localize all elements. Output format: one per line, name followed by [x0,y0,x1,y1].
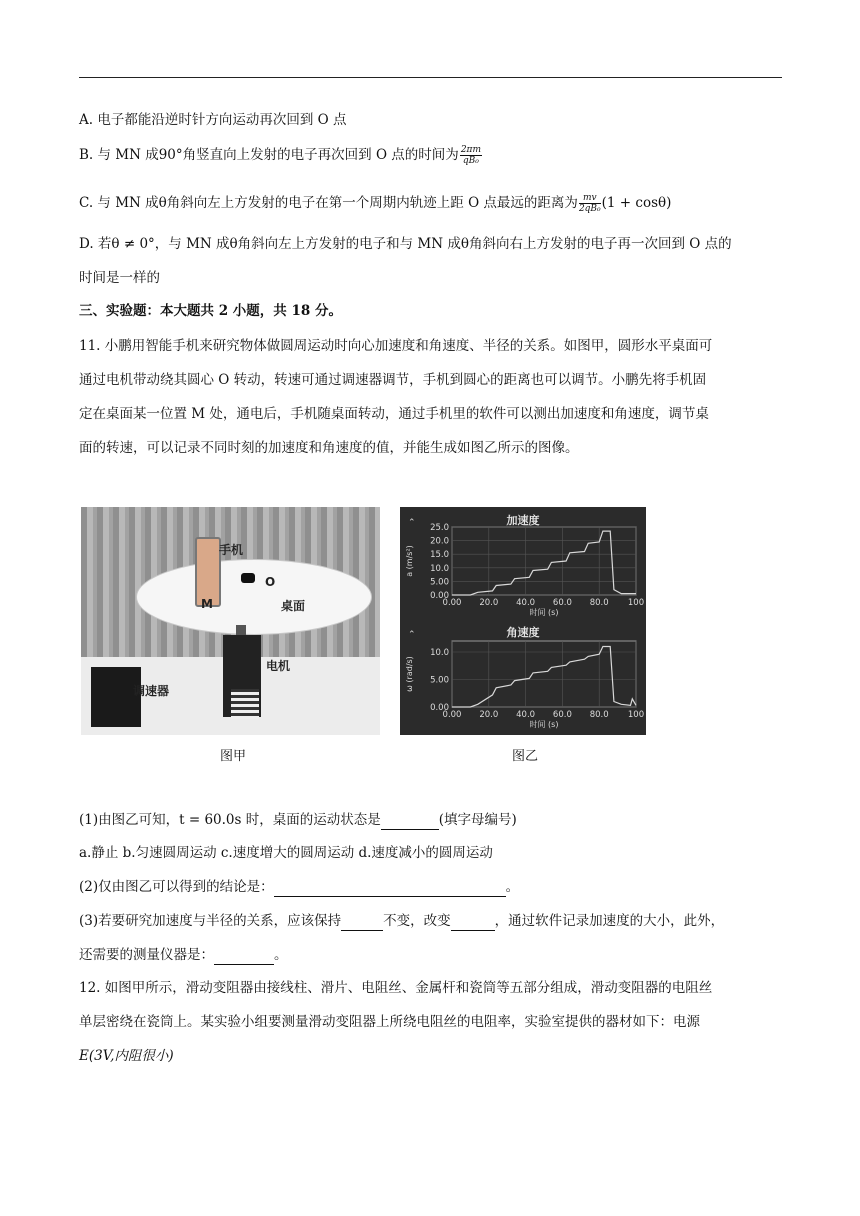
y-tick-label: 5.00 [430,675,449,686]
q11-sub2-end: 。 [505,879,520,895]
y-tick-label: 0.00 [430,703,449,713]
x-tick-label: 60.0 [552,710,572,720]
y-tick-label: 20.0 [430,536,449,547]
q11-line3: 定在桌面某一位置 M 处，通电后，手机随桌面转动，通过手机里的软件可以测出加速度和角速度，调节桌 [79,406,709,422]
y-tick-label: 10.0 [430,563,449,574]
y-axis-label: ω (rad/s) [405,656,414,692]
label-regulator: 调速器 [133,684,170,698]
q12-line3: E(3V,内阻很小) [79,1048,174,1064]
answer-blank-1[interactable] [381,815,439,830]
q11-sub3-end: 。 [274,947,288,963]
q11-sub1-hint: (填字母编号) [438,812,517,828]
chevron-icon: ⌃ [408,630,416,640]
chart-acceleration [405,513,644,617]
q11-sub1-text: (1)由图乙可知，t = 60.0s 时，桌面的运动状态是 [79,812,381,828]
q11-sub1-options: a.静止 b.匀速圆周运动 c.速度增大的圆周运动 d.速度减小的圆周运动 [79,845,493,861]
option-c [79,193,671,214]
answer-blank-2[interactable] [274,882,506,897]
q11-sub1 [79,810,517,830]
y-tick-label: 0.00 [430,591,449,601]
option-b-fraction [460,145,482,166]
x-tick-label: 20.0 [479,710,499,720]
round-table-top [136,559,372,635]
label-phone: 手机 [219,543,244,557]
plot-frame [452,641,636,707]
option-d-line1: D. 若θ ≠ 0°，与 MN 成θ角斜向左上方发射的电子和与 MN 成θ角斜向右上方发射的电子再一次回到 O 点的 [79,236,732,252]
q11-sub3-text-d: 还需要的测量仪器是： [79,947,214,963]
option-c-fraction [579,193,601,214]
charts-svg [400,507,646,735]
option-d-line2: 时间是一样的 [79,270,160,286]
label-center-o: O [265,575,276,589]
q11-sub2 [79,877,519,897]
y-axis-label: a (m/s²) [405,545,414,577]
plot-frame [452,527,636,595]
option-b [79,145,483,166]
chart-title: 角速度 [506,626,540,639]
x-tick-label: 100 [627,598,645,608]
answer-blank-3b[interactable] [451,916,495,931]
q11-sub3-text-a: (3)若要研究加速度与半径的关系，应该保持 [79,913,342,929]
x-tick-label: 40.0 [516,598,536,608]
chart-title: 加速度 [506,514,540,527]
x-tick-label: 0.00 [442,710,462,720]
x-tick-label: 20.0 [479,598,499,608]
x-tick-label: 80.0 [589,710,609,720]
x-tick-label: 100 [627,710,645,720]
option-b-denominator: qB₀ [462,156,479,166]
motor-base [231,689,259,719]
header-rule [79,77,782,78]
q12-line2: 单层密绕在瓷筒上。某实验小组要测量滑动变阻器上所绕电阻丝的电阻率，实验室提供的器材如下：电源 [79,1014,700,1030]
y-tick-label: 10.0 [430,648,449,658]
label-point-m: M [201,597,213,611]
y-tick-label: 15.0 [430,550,449,561]
center-knob [241,573,255,583]
q11-line1: 11. 小鹏用智能手机来研究物体做圆周运动时向心加速度和角速度、半径的关系。如图甲，圆形水平桌面可 [79,338,713,354]
series-line [452,647,636,708]
q11-line2: 通过电机带动绕其圆心 O 转动，转速可通过调速器调节，手机到圆心的距离也可以调节。小鹏先将手机固 [79,372,707,388]
answer-blank-3a[interactable] [341,916,383,931]
q11-line4: 面的转速，可以记录不同时刻的加速度和角速度的值，并能生成如图乙所示的图像。 [79,440,579,456]
y-tick-label: 25.0 [430,523,449,533]
x-tick-label: 40.0 [516,710,536,720]
q11-sub3-line2 [79,945,288,965]
section-heading: 三、实验题：本大题共 2 小题，共 18 分。 [79,303,342,319]
q11-sub2-text: (2)仅由图乙可以得到的结论是： [79,879,274,895]
option-c-text: C. 与 MN 成θ角斜向左上方发射的电子在第一个周期内轨迹上距 O 点最远的距离为 [79,195,578,211]
q11-sub3-text-c: ，通过软件记录加速度的大小，此外， [494,913,725,929]
x-tick-label: 80.0 [589,598,609,608]
x-axis-label: 时间 (s) [529,608,559,617]
q11-sub3-text-b: 不变，改变 [383,913,451,929]
chart-angular-velocity [405,625,644,729]
option-a: A. 电子都能沿逆时针方向运动再次回到 O 点 [79,112,347,128]
y-tick-label: 5.00 [430,577,449,588]
q12-line1: 12. 如图甲所示，滑动变阻器由接线柱、滑片、电阻丝、金属杆和瓷筒等五部分组成，滑动变阻器的电阻丝 [79,980,713,996]
figure-yi-charts [400,507,646,735]
answer-blank-3c[interactable] [214,950,274,965]
caption-figure-yi: 图乙 [512,749,539,764]
option-c-denominator: 2qB₀ [578,204,601,214]
x-tick-label: 0.00 [442,598,462,608]
option-c-tail: (1 + cosθ) [601,195,672,211]
label-table: 桌面 [281,599,306,613]
figure-jia-photo [81,507,380,735]
option-c-numerator: mv [579,193,601,204]
x-axis-label: 时间 (s) [529,720,559,729]
option-b-numerator: 2πm [460,145,481,155]
x-tick-label: 60.0 [552,598,572,608]
caption-figure-jia: 图甲 [220,749,247,764]
q11-sub3 [79,911,724,931]
option-b-text: B. 与 MN 成90°角竖直向上发射的电子再次回到 O 点的时间为 [79,147,459,163]
label-motor: 电机 [266,659,291,673]
chevron-icon: ⌃ [408,518,416,528]
